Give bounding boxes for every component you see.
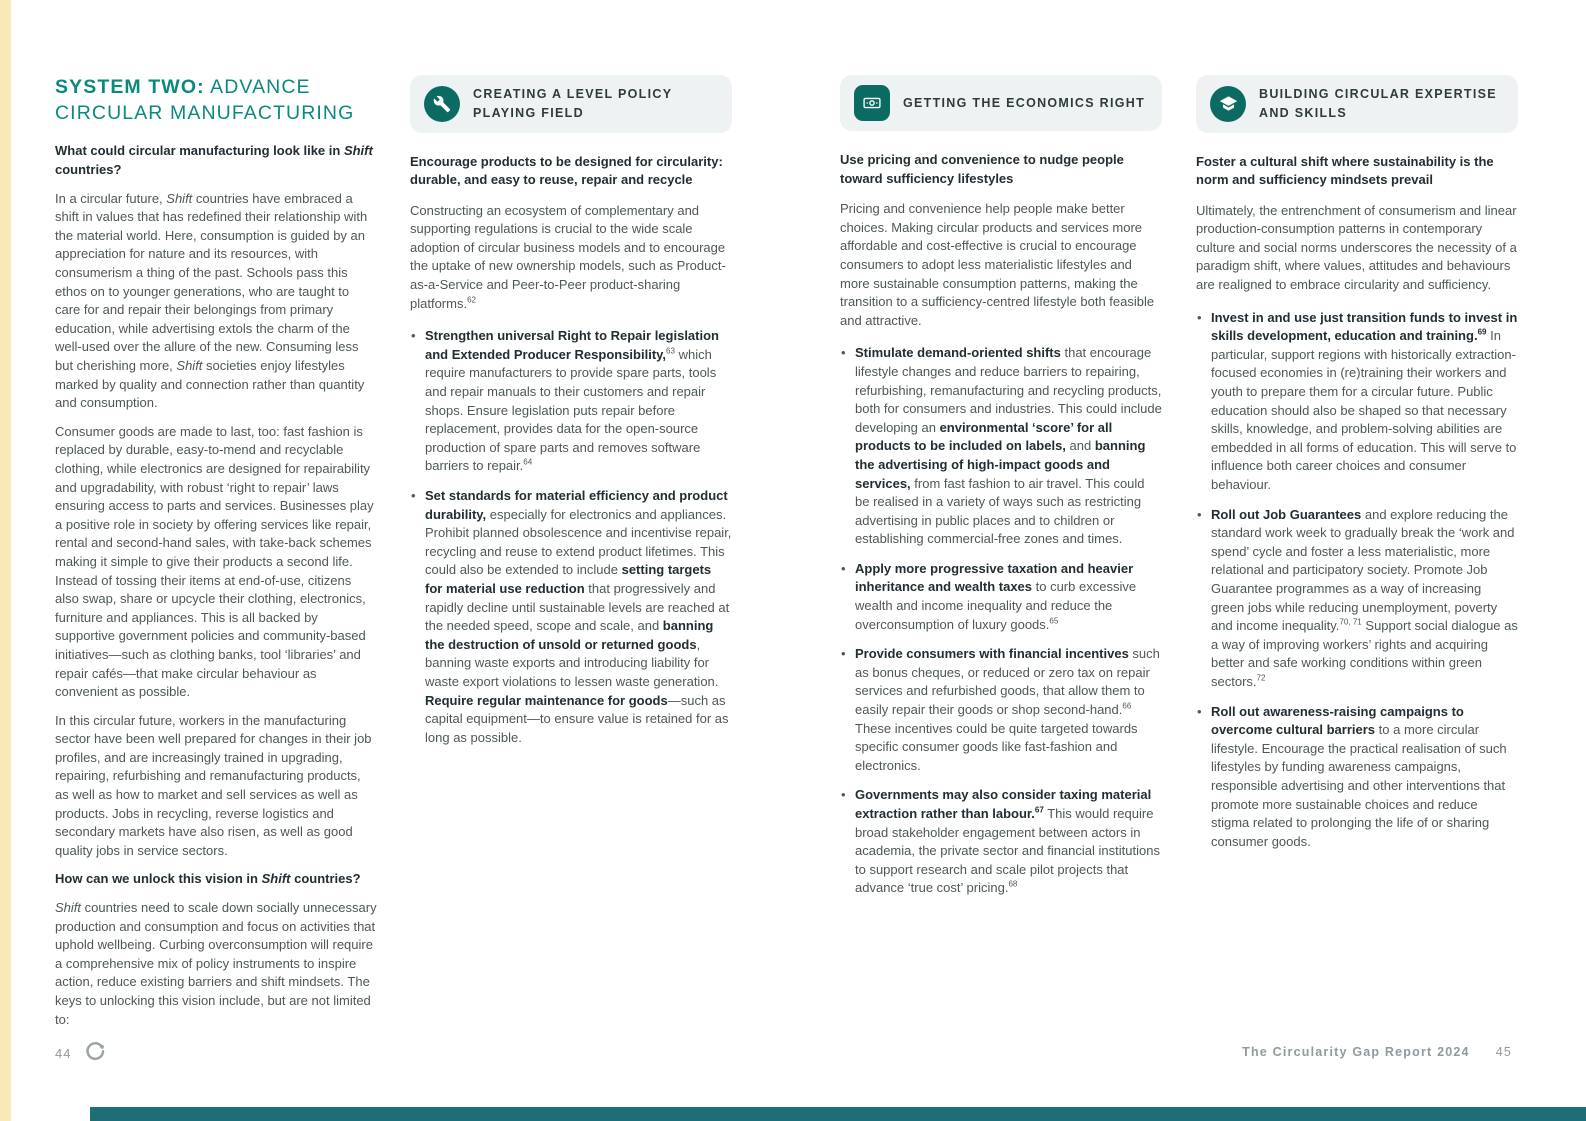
report-title: The Circularity Gap Report 2024 <box>1242 1045 1470 1059</box>
intro-paragraph-1: In a circular future, Shift countries have embraced a shift in values that has redefined their relationship with the material world. Here, consumption is guided by an appreciation for nature and its resources, with consumerism a thing of the past. Schools pass this ethos on to younger generations, who are taught to care for and repair their belongings from primary education, while advertising extols the charm of the well-used over the allure of the new. Consuming less but cherishing more, Shift societies enjoy lifestyles marked by quality and connection rather than quantity and consumption. <box>55 190 368 411</box>
column-economics <box>840 75 1162 909</box>
title-rest-line2: CIRCULAR MANUFACTURING <box>55 101 355 124</box>
footer-left <box>55 1042 105 1065</box>
section-header-label: CREATING A LEVEL POLICY PLAYING FIELD <box>473 87 673 120</box>
skills-lead: Foster a cultural shift where sustainability is the norm and sufficiency mindsets prevail <box>1196 153 1494 188</box>
section-header-label: GETTING THE ECONOMICS RIGHT <box>903 95 1146 110</box>
column-policy <box>410 75 732 758</box>
skills-bullet-list <box>1196 309 1518 852</box>
left-edge-strip <box>0 0 11 1121</box>
economics-paragraph: Pricing and convenience help people make better choices. Making circular products and services more affordable and cost-effective is crucial to encourage consumers to adopt less materialistic lifestyles and more sustainable consumption patterns, making the transition to a sufficiency-centred lifestyle both feasible and attractive. <box>840 201 1155 328</box>
economics-lead: Use pricing and convenience to nudge people toward sufficiency lifestyles <box>840 152 1124 186</box>
policy-bullet-list <box>410 327 732 747</box>
title-strong: SYSTEM TWO: <box>55 76 205 98</box>
intro-paragraph-3: In this circular future, workers in the manufacturing sector have been well prepared for changes in their job profiles, and are increasingly trained in upgrading, repairing, refurbishing and remanufacturing products, as well as how to market and sell services as well as products. Jobs in recycling, reverse logistics and secondary markets have also risen, as well as good quality jobs in service sectors. <box>55 712 372 858</box>
bullet-item: • Invest in and use just transition funds to invest in skills development, education and training.$^{69}$ In particular, support regions with historically extraction-focused economies in (re)training their workers and youth to prepare them for a circular future. Public education should also be shaped so that necessary skills, knowledge, and problem-solving abilities are embedded in all forms of education. This will serve to influence both career choices and consumer behaviour. <box>1196 309 1518 495</box>
section-header-label: BUILDING CIRCULAR EXPERTISE AND SKILLS <box>1259 87 1497 120</box>
intro-question-2: How can we unlock this vision in Shift countries? <box>55 871 361 887</box>
bullet-item: • Roll out Job Guarantees and explore reducing the standard work week to gradually break the ‘work and spend’ cycle and foster a less materialistic, more relational and participatory society. Promote Job Guarantee programmes as a way of increasing green jobs while reducing unemployment, poverty and income inequality.$^{70, 71}$ Support social dialogue as a way of improving workers’ rights and acquiring better and safe working conditions within green sectors.$^{72}$ <box>1196 506 1518 692</box>
section-header-skills <box>1196 75 1518 133</box>
footer-right <box>1242 1045 1512 1059</box>
bullet-item: • Strengthen universal Right to Repair legislation and Extended Producer Responsibility,$^{63}$ which require manufacturers to provide spare parts, tools and repair manuals to their customers and repair shops. Ensure legislation puts repair before replacement, provides data for the open-source production of spare parts and removes software barriers to repair.$^{64}$ <box>410 327 732 476</box>
page-number-right: 45 <box>1495 1045 1512 1059</box>
page-title <box>55 75 377 126</box>
circle-economy-logo-icon <box>85 1042 105 1065</box>
bullet-item: • Apply more progressive taxation and heavier inheritance and wealth taxes to curb excessive wealth and income inequality and reduce the overconsumption of luxury goods.$^{65}$ <box>840 560 1162 634</box>
section-header-economics <box>840 75 1162 131</box>
bullet-item: • Stimulate demand-oriented shifts that encourage lifestyle changes and reduce barriers to repairing, refurbishing, remanufacturing and recycling products, both for consumers and industries. This could include developing an environmental ‘score’ for all products to be included on labels, and banning the advertising of high-impact goods and services, from fast fashion to air travel. This could be realised in a variety of ways such as restricting advertising in public places and to children or establishing commercial-free zones and times. <box>840 344 1162 549</box>
column-intro <box>55 75 377 1039</box>
skills-paragraph: Ultimately, the entrenchment of consumerism and linear production-consumption patterns in contemporary culture and social norms underscores the necessity of a paradigm shift, where values, attitudes and behaviours are realigned to embrace circularity and sufficiency. <box>1196 202 1517 293</box>
bullet-item: • Provide consumers with financial incentives such as bonus cheques, or reduced or zero tax on repair services and refurbished goods, that allow them to easily repair their goods or shop second-hand.$^{66}$ These incentives could be quite targeted towards specific consumer goods like fast-fashion and electronics. <box>840 645 1162 775</box>
bullet-item: • Governments may also consider taxing material extraction rather than labour.$^{67}$ This would require broad stakeholder engagement between actors in academia, the private sector and financial institutions to support research and scale pilot projects that advance ‘true cost’ pricing.$^{68}$ <box>840 786 1162 898</box>
intro-question-1: What could circular manufacturing look like in Shift countries? <box>55 143 373 178</box>
bullet-item: • Set standards for material efficiency and product durability, especially for electronics and appliances. Prohibit planned obsolescence and incentivise repair, recycling and reuse to extend product lifetimes. This could also be extended to include setting targets for material use reduction that progressively and rapidly decline until sustainable levels are reached at the needed speed, scope and scale, and banning the destruction of unsold or returned goods, banning waste exports and introducing liability for waste export violations to lessen waste generation. Require regular maintenance for goods—such as capital equipment—to ensure value is retained for as long as possible. <box>410 487 732 747</box>
title-rest-line1: ADVANCE <box>204 76 311 98</box>
section-header-policy <box>410 75 732 133</box>
policy-lead: Encourage products to be designed for circularity: durable, and easy to reuse, repair and recycle <box>410 153 723 188</box>
wrench-icon <box>424 86 460 122</box>
bottom-accent-bar <box>90 1107 1586 1121</box>
page-number-left: 44 <box>55 1046 72 1061</box>
bullet-item: • Roll out awareness-raising campaigns to overcome cultural barriers to a more circular lifestyle. Encourage the practical realisation of such lifestyles by funding awareness campaigns, responsible advertising and other interventions that promote more sustainable choices and reduce stigma related to prolonging the life of or sharing consumer goods. <box>1196 703 1518 852</box>
column-skills <box>1196 75 1518 862</box>
graduation-cap-icon <box>1210 86 1246 122</box>
economics-bullet-list <box>840 344 1162 898</box>
intro-paragraph-2: Consumer goods are made to last, too: fast fashion is replaced by durable, easy-to-mend and recyclable clothing, while electronics are designed for repairability and upgradability, with robust ‘right to repair’ laws ensuring access to parts and services. Businesses play a positive role in society by offering services like repair, rental and second-hand sales, with take-back schemes making it simple to give their products a second life. Instead of tossing their items at end-of-use, citizens also swap, share or upcycle their clothing, electronics, furniture and appliances. This is all backed by supportive government policies and community-based initiatives—such as clothing banks, tool ‘libraries’ and repair cafés—that make circular behaviour as convenient as possible. <box>55 423 374 700</box>
intro-paragraph-4: Shift countries need to scale down socially unnecessary production and consumption and focus on activities that uphold wellbeing. Curbing overconsumption will require a comprehensive mix of policy instruments to inspire action, reduce existing barriers and shift mindsets. The keys to unlocking this vision include, but are not limited to: <box>55 900 377 1027</box>
banknote-icon <box>854 85 890 121</box>
policy-paragraph: Constructing an ecosystem of complementary and supporting regulations is crucial to the wide scale adoption of circular business models and to encourage the uptake of new ownership models, such as Product-as-a-Service and Peer-to-Peer product-sharing platforms.$^{62}$ <box>410 202 726 311</box>
